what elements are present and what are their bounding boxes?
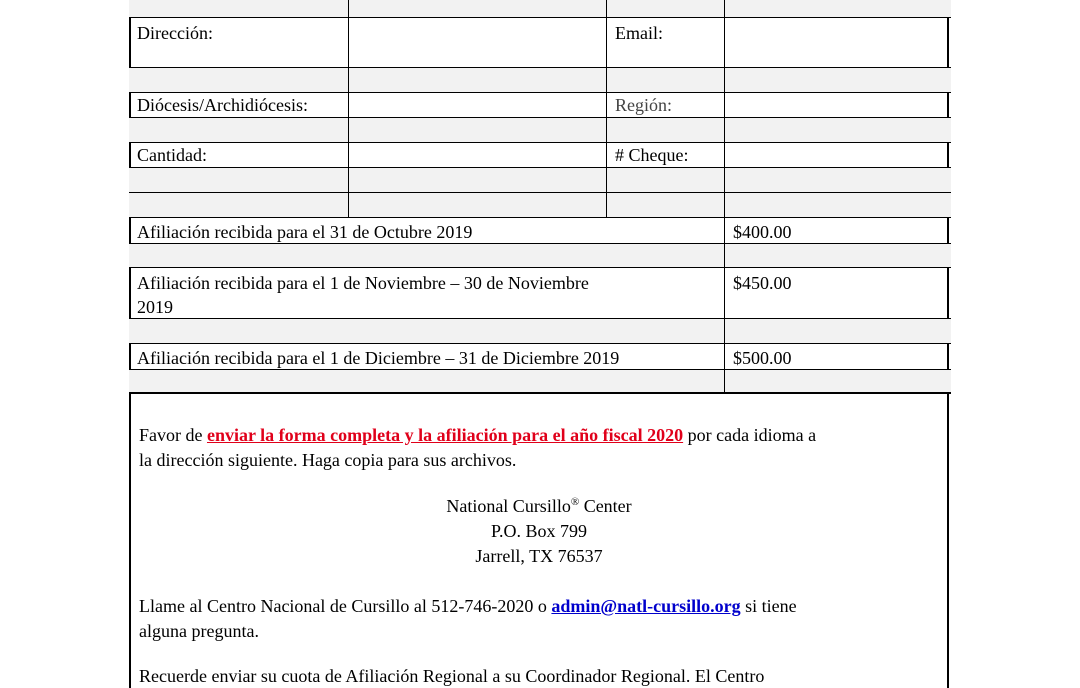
fee-amount: $400.00 xyxy=(733,222,792,242)
diocese-row xyxy=(129,93,951,118)
fee-spacer-row xyxy=(129,370,951,394)
address-label: Dirección: xyxy=(137,23,213,43)
contact-email-link[interactable]: admin@natl-cursillo.org xyxy=(551,596,741,616)
instructions-emphasis: enviar la forma completa y la afiliación para el año fiscal 2020 xyxy=(206,425,684,445)
check-number-label: # Cheque: xyxy=(615,145,689,165)
contact-line-2: alguna pregunta. xyxy=(139,621,259,641)
fee-label-continued: 2019 xyxy=(137,297,173,317)
fee-spacer-row xyxy=(129,244,951,268)
amount-input[interactable] xyxy=(349,143,607,167)
fee-row xyxy=(129,344,951,370)
email-input[interactable] xyxy=(725,18,951,67)
instructions-prefix: Favor de xyxy=(139,425,207,445)
region-label: Región: xyxy=(615,95,672,115)
address-box: P.O. Box 799 xyxy=(490,521,588,541)
address-input[interactable] xyxy=(349,18,607,67)
fee-row xyxy=(129,268,951,319)
region-input[interactable] xyxy=(725,93,951,117)
diocese-label: Diócesis/Archidiócesis: xyxy=(137,95,308,115)
instructions-line-1 xyxy=(139,423,816,447)
registered-mark: ® xyxy=(570,496,580,508)
mailing-address xyxy=(129,494,949,569)
address-city: Jarrell, TX 76537 xyxy=(475,546,603,566)
regional-fee-note: Recuerde enviar su cuota de Afiliación Regional a su Coordinador Regional. El Centro xyxy=(139,666,765,686)
contact-suffix: si tiene xyxy=(740,596,797,616)
fee-label: Afiliación recibida para el 1 de Diciembre – 31 de Diciembre 2019 xyxy=(137,348,620,368)
fee-amount: $500.00 xyxy=(733,348,792,368)
fee-label: Afiliación recibida para el 31 de Octubre 2019 xyxy=(137,222,473,242)
address-name: National Cursillo® Center xyxy=(446,496,632,516)
fee-label: Afiliación recibida para el 1 de Noviembre – 30 de Noviembre xyxy=(137,273,589,293)
contact-line-1 xyxy=(139,594,797,618)
form-spacer-row xyxy=(129,0,951,18)
check-number-input[interactable] xyxy=(725,143,951,167)
amount-label: Cantidad: xyxy=(137,145,207,165)
fee-spacer-row xyxy=(129,319,951,344)
instructions-suffix: por cada idioma a xyxy=(683,425,817,445)
fee-amount: $450.00 xyxy=(733,273,792,293)
contact-prefix: Llame al Centro Nacional de Cursillo al 512-746-2020 o xyxy=(139,596,552,616)
amount-row xyxy=(129,143,951,168)
form-spacer-row xyxy=(129,168,951,193)
address-row xyxy=(129,18,951,68)
instructions-line-2: la dirección siguiente. Haga copia para sus archivos. xyxy=(139,450,517,470)
form-spacer-row xyxy=(129,193,951,218)
form-spacer-row xyxy=(129,68,951,93)
diocese-input[interactable] xyxy=(349,93,607,117)
fee-row xyxy=(129,218,951,244)
form-spacer-row xyxy=(129,118,951,143)
email-label: Email: xyxy=(615,23,663,43)
